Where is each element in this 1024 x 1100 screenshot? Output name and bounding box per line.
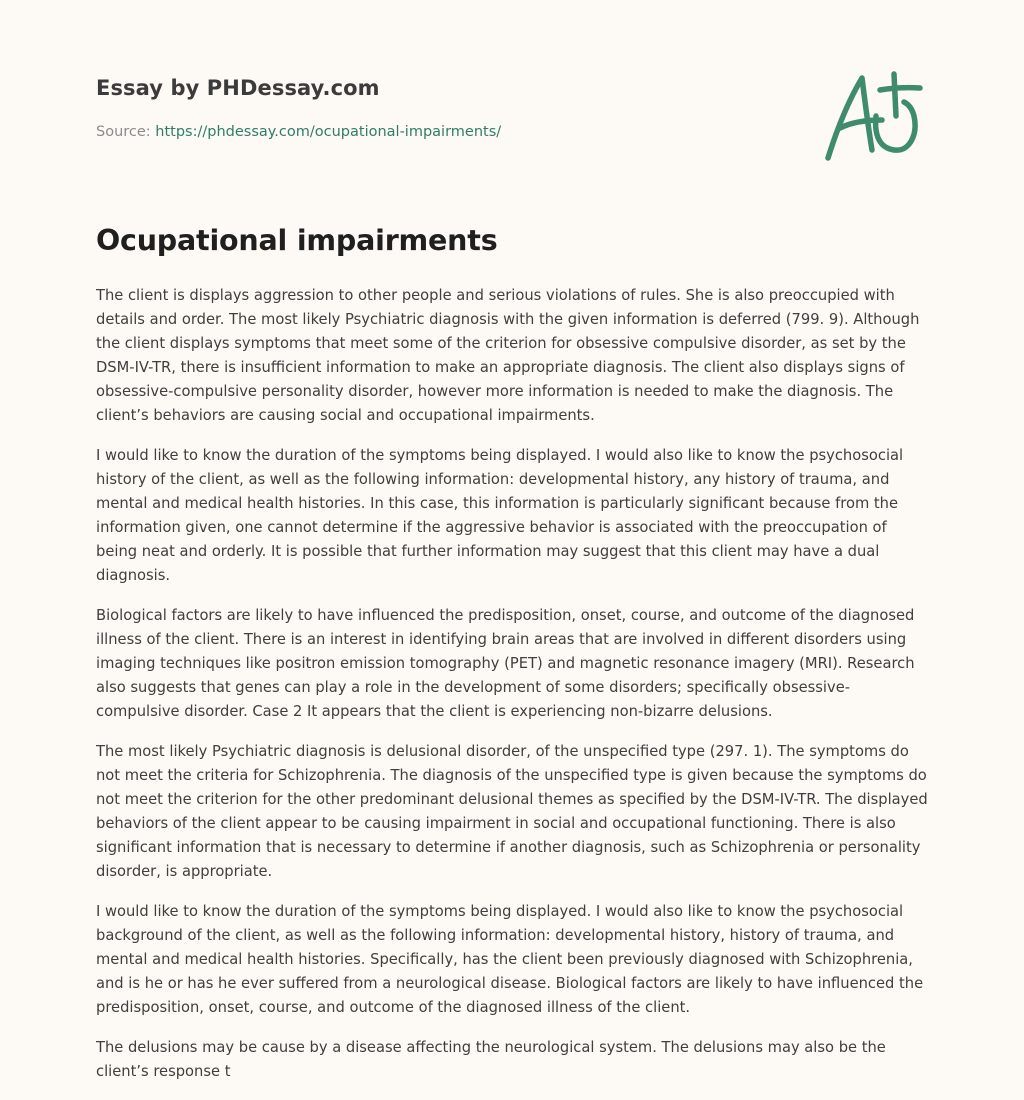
article-paragraph: I would like to know the duration of the symptoms being displayed. I would also like to know the psychosocial history of the client, as well as the following information: developmental history, any history of trauma, and mental and medical health histories. In this case, this information is particularly significant because from the information given, one cannot determine if the aggressive behavior is associated with the preoccupation of being neat and orderly. It is possible that further information may suggest that this client may have a dual diagnosis. — [96, 447, 904, 584]
article-paragraph: Biological factors are likely to have influenced the predisposition, onset, course, and outcome of the diagnosed illness of the client. There is an interest in identifying brain areas that are involved in different disorders using imaging techniques like positron emission tomography (PET) and magnetic resonance imagery (MRI). Research also suggests that genes can play a role in the development of some disorders; specifically obsessive-compulsive disorder. Case 2 It appears that the client is experiencing non-bizarre delusions. — [96, 607, 915, 720]
source-line — [96, 124, 501, 140]
article-body — [96, 284, 932, 1100]
article-paragraph: The most likely Psychiatric diagnosis is delusional disorder, of the unspecified type (297. 1). The symptoms do not meet the criteria for Schizophrenia. The diagnosis of the unspecified type is given because the symptoms do not meet the criterion for the other predominant delusional themes as specified by the DSM-IV-TR. The displayed behaviors of the client appear to be causing impairment in social and occupational functioning. There is also significant information that is necessary to determine if another diagnosis, such as Schizophrenia or personality disorder, is appropriate. — [96, 743, 928, 880]
article-paragraph: The delusions may be cause by a disease affecting the neurological system. The delusions may also be the client’s response t — [96, 1039, 886, 1080]
page-title: Ocupational impairments — [96, 224, 498, 257]
article-paragraph: The client is displays aggression to other people and serious violations of rules. She is also preoccupied with details and order. The most likely Psychiatric diagnosis with the given information is deferred (799. 9). Although the client displays symptoms that meet some of the criterion for obsessive compulsive disorder, as set by the DSM-IV-TR, there is insufficient information to make an appropriate diagnosis. The client also displays signs of obsessive-compulsive personality disorder, however more information is needed to make the diagnosis. The client’s behaviors are causing social and occupational impairments. — [96, 287, 920, 424]
source-label: Source: — [96, 124, 156, 140]
site-brand: Essay by PHDessay.com — [96, 76, 380, 100]
a-plus-logo-icon — [818, 66, 930, 166]
article-paragraph: I would like to know the duration of the symptoms being displayed. I would also like to know the psychosocial background of the client, as well as the following information: developmental history, history of trauma, and mental and medical health histories. Specifically, has the client been previously diagnosed with Schizophrenia, and is he or has he ever suffered from a neurological disease. Biological factors are likely to have influenced the predisposition, onset, course, and outcome of the diagnosed illness of the client. — [96, 903, 924, 1016]
source-link[interactable]: https://phdessay.com/ocupational-impairments/ — [155, 124, 502, 140]
